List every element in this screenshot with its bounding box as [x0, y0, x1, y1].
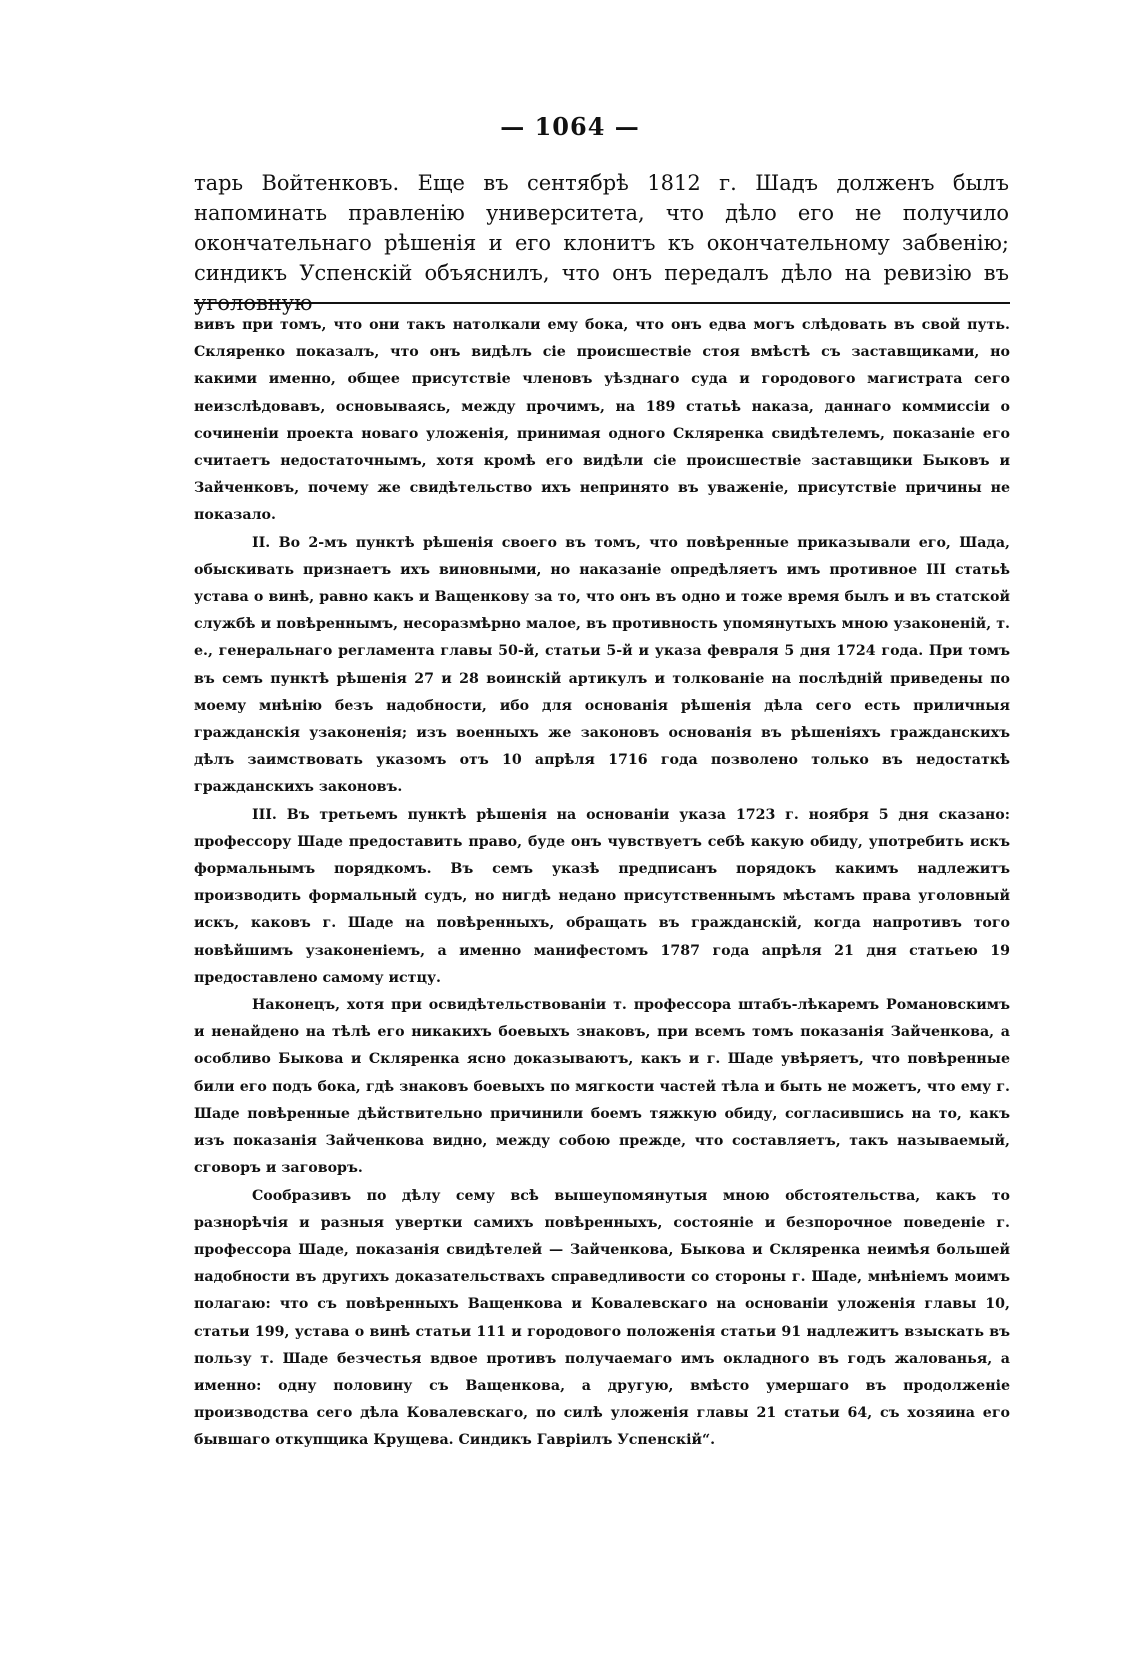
footnote-paragraph-5: Сообразивъ по дѣлу сему всѣ вышеупомянутыя мною обстоятельства, какъ то разнорѣчія и разныя увертки самихъ повѣренныхъ, состояніе и безпорочное поведеніе г. профессора Шаде, показанія свидѣтелей — Зайченкова, Быкова и Скляренка неимѣя большей надобности въ другихъ доказательствахъ справедливости со стороны г. Шаде, мнѣніемъ моимъ полагаю: что съ повѣренныхъ Ващенкова и Ковалевскаго на основаніи уложенія главы 10, статьи 199, устава о винѣ статьи 111 и городового положенія статьи 91 надлежитъ взыскать въ пользу т. Шаде безчестья вдвое противъ получаемаго имъ окладного въ годъ жалованья, а именно: одну половину съ Ващенкова, а другую, вмѣсто умершаго въ продолженіе производства сего дѣла Ковалевскаго, по силѣ уложенія главы 21 статьи 64, съ хозяина его бывшаго откупщика Крущева. Синдикъ Гавріилъ Успенскій“.: [194, 1187, 1010, 1449]
footnote-block: [194, 312, 1010, 1455]
main-paragraph: тарь Войтенковъ. Еще въ сентябрѣ 1812 г. Шадъ долженъ былъ напоминать правленію университета, что дѣло его не получило окончательнаго рѣшенія и его клонитъ къ окончательному забвенію; синдикъ Успенскій объяснилъ, что онъ передалъ дѣло на ревизію въ уголовную: [194, 171, 1009, 315]
footnote-divider: [194, 302, 1010, 304]
main-text-continuation: [194, 168, 1009, 318]
footnote-paragraph-2: II. Во 2-мъ пунктѣ рѣшенія своего въ томъ, что повѣренные приказывали его, Шада, обыскивать признаетъ ихъ виновными, но наказаніе опредѣляетъ имъ противное III статьѣ устава о винѣ, равно какъ и Ващенкову за то, что онъ въ одно и тоже время былъ и въ статской службѣ и повѣреннымъ, несоразмѣрно малое, въ противность упомянутыхъ мною узаконеній, т. е., генеральнаго регламента главы 50-й, статьи 5-й и указа февраля 5 дня 1724 года. При томъ въ семъ пунктѣ рѣшенія 27 и 28 воинскій артикулъ и толкованіе на послѣдній приведены по моему мнѣнію безъ надобности, ибо для основанія рѣшенія дѣла сего есть приличныя гражданскія узаконенія; изъ военныхъ же законовъ основанія въ рѣшеніяхъ гражданскихъ дѣлъ заимствовать указомъ отъ 10 апрѣля 1716 года позволено только въ недостаткѣ гражданскихъ законовъ.: [194, 534, 1010, 796]
footnote-paragraph-3: III. Въ третьемъ пунктѣ рѣшенія на основаніи указа 1723 г. ноября 5 дня сказано: профессору Шаде предоставить право, буде онъ чувствуетъ себѣ какую обиду, употребить искъ формальнымъ порядкомъ. Въ семъ указѣ предписанъ порядокъ какимъ надлежитъ производить формальный судъ, но нигдѣ недано присутственнымъ мѣстамъ права уголовный искъ, каковъ г. Шаде на повѣренныхъ, обращать въ гражданскій, когда напротивъ того новѣйшимъ узаконеніемъ, а именно манифестомъ 1787 года апрѣля 21 дня статьею 19 предоставлено самому истцу.: [194, 806, 1010, 986]
footnote-paragraph-1: вивъ при томъ, что они такъ натолкали ему бока, что онъ едва могъ слѣдовать въ свой путь. Скляренко показалъ, что онъ видѣлъ сіе происшествіе стоя вмѣстѣ съ заставщиками, но какими именно, общее присутствіе членовъ уѣзднаго суда и городового магистрата сего неизслѣдовавъ, основываясь, между прочимъ, на 189 статьѣ наказа, даннаго коммиссіи о сочиненіи проекта новаго уложенія, принимая одного Скляренка свидѣтелемъ, показаніе его считаетъ недостаточнымъ, хотя кромѣ его видѣли сіе происшествіе заставщики Быковъ и Зайченковъ, почему же свидѣтельство ихъ непринято въ уваженіе, присутствіе причины не показало.: [194, 317, 1010, 524]
footnote-paragraph-4: Наконецъ, хотя при освидѣтельствованіи т. профессора штабъ-лѣкаремъ Романовскимъ и ненайдено на тѣлѣ его никакихъ боевыхъ знаковъ, при всемъ томъ показанія Зайченкова, а особливо Быкова и Скляренка ясно доказываютъ, какъ и г. Шаде увѣряетъ, что повѣренные били его подъ бока, гдѣ знаковъ боевыхъ по мягкости частей тѣла и быть не можетъ, что ему г. Шаде повѣренные дѣйствительно причинили боемъ тяжкую обиду, согласившись на то, какъ изъ показанія Зайченкова видно, между собою прежде, что составляетъ, такъ называемый, сговоръ и заговоръ.: [194, 997, 1010, 1177]
page-number: — 1064 —: [500, 112, 640, 141]
